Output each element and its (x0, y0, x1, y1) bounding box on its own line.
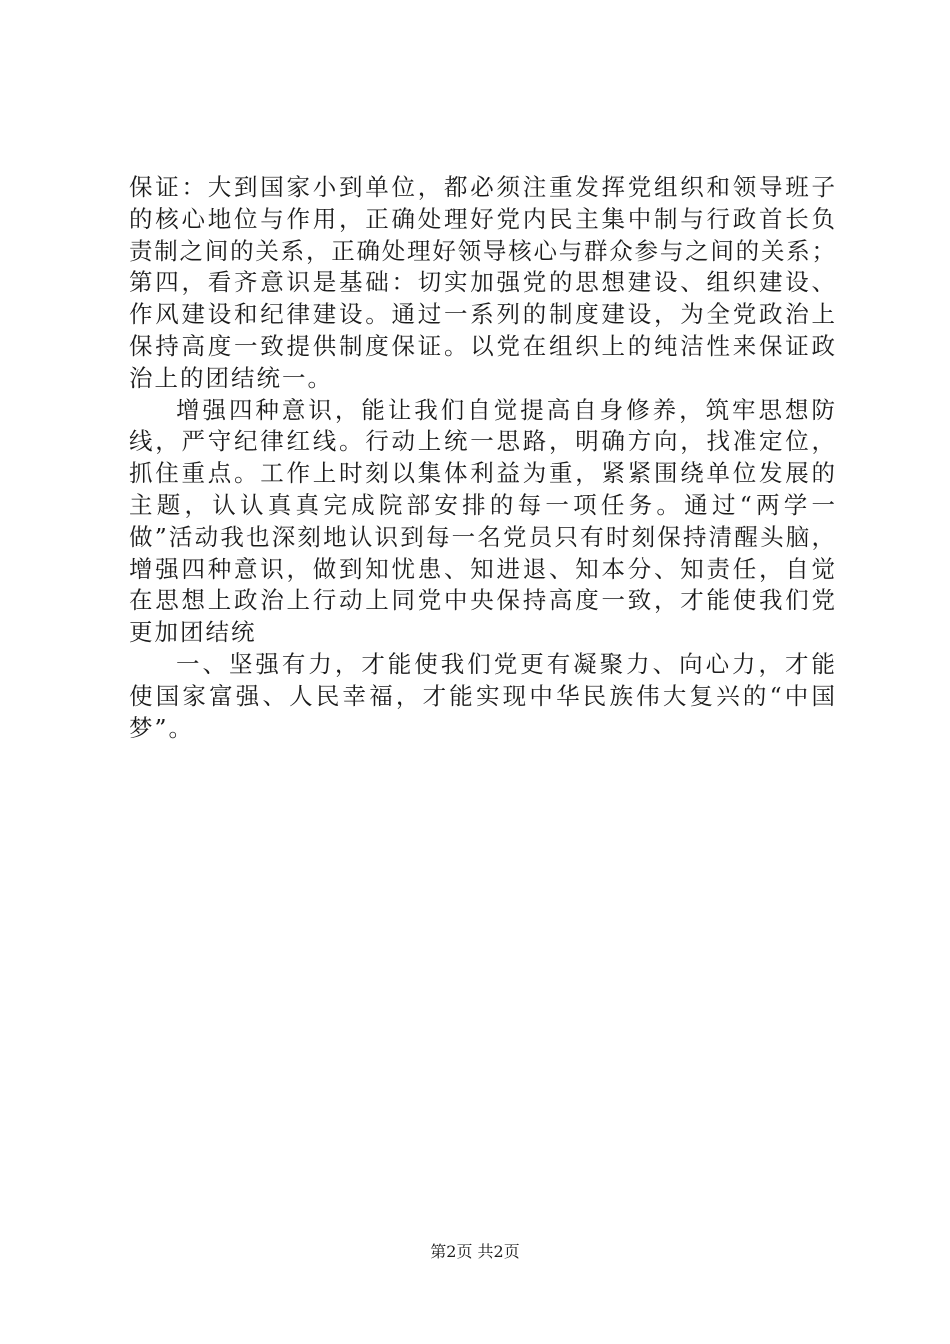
document-body (129, 172, 835, 744)
paragraph-2-line-5: 做”活动我也深刻地认识到每一名党员只有时刻保持清醒头脑， (129, 522, 835, 551)
paragraph-3-line-3: 梦”。 (129, 713, 195, 742)
paragraph-3-line-1: 一、坚强有力，才能使我们党更有凝聚力、向心力，才能 (176, 649, 835, 678)
paragraph-2-line-1: 增强四种意识，能让我们自觉提高自身修养，筑牢思想防 (176, 395, 835, 424)
paragraph-1-line-7: 治上的团结统一。 (129, 363, 333, 392)
paragraph-3-line-2: 使国家富强、人民幸福，才能实现中华民族伟大复兴的“中国 (129, 681, 835, 710)
paragraph-2-line-2: 线，严守纪律红线。行动上统一思路，明确方向，找准定位， (129, 427, 835, 456)
paragraph-1-line-2: 的核心地位与作用，正确处理好党内民主集中制与行政首长负 (129, 204, 835, 233)
paragraph-2-line-4: 主题，认认真真完成院部安排的每一项任务。通过“两学一 (129, 490, 835, 519)
paragraph-2-line-3: 抓住重点。工作上时刻以集体利益为重，紧紧围绕单位发展的 (129, 459, 835, 488)
paragraph-1-line-5: 作风建设和纪律建设。通过一系列的制度建设，为全党政治上 (129, 300, 835, 329)
paragraph-2-line-6: 增强四种意识，做到知忧患、知进退、知本分、知责任，自觉 (129, 554, 835, 583)
paragraph-2-line-8: 更加团结统 (129, 618, 257, 647)
paragraph-1-line-3: 责制之间的关系，正确处理好领导核心与群众参与之间的关系； (129, 236, 835, 265)
page-number-footer: 第2页 共2页 (430, 1242, 520, 1261)
paragraph-1-line-4: 第四，看齐意识是基础：切实加强党的思想建设、组织建设、 (129, 268, 835, 297)
paragraph-1-line-1: 保证：大到国家小到单位，都必须注重发挥党组织和领导班子 (129, 173, 835, 201)
paragraph-2-line-7: 在思想上政治上行动上同党中央保持高度一致，才能使我们党 (129, 586, 835, 615)
paragraph-1-line-6: 保持高度一致提供制度保证。以党在组织上的纯洁性来保证政 (129, 331, 835, 360)
